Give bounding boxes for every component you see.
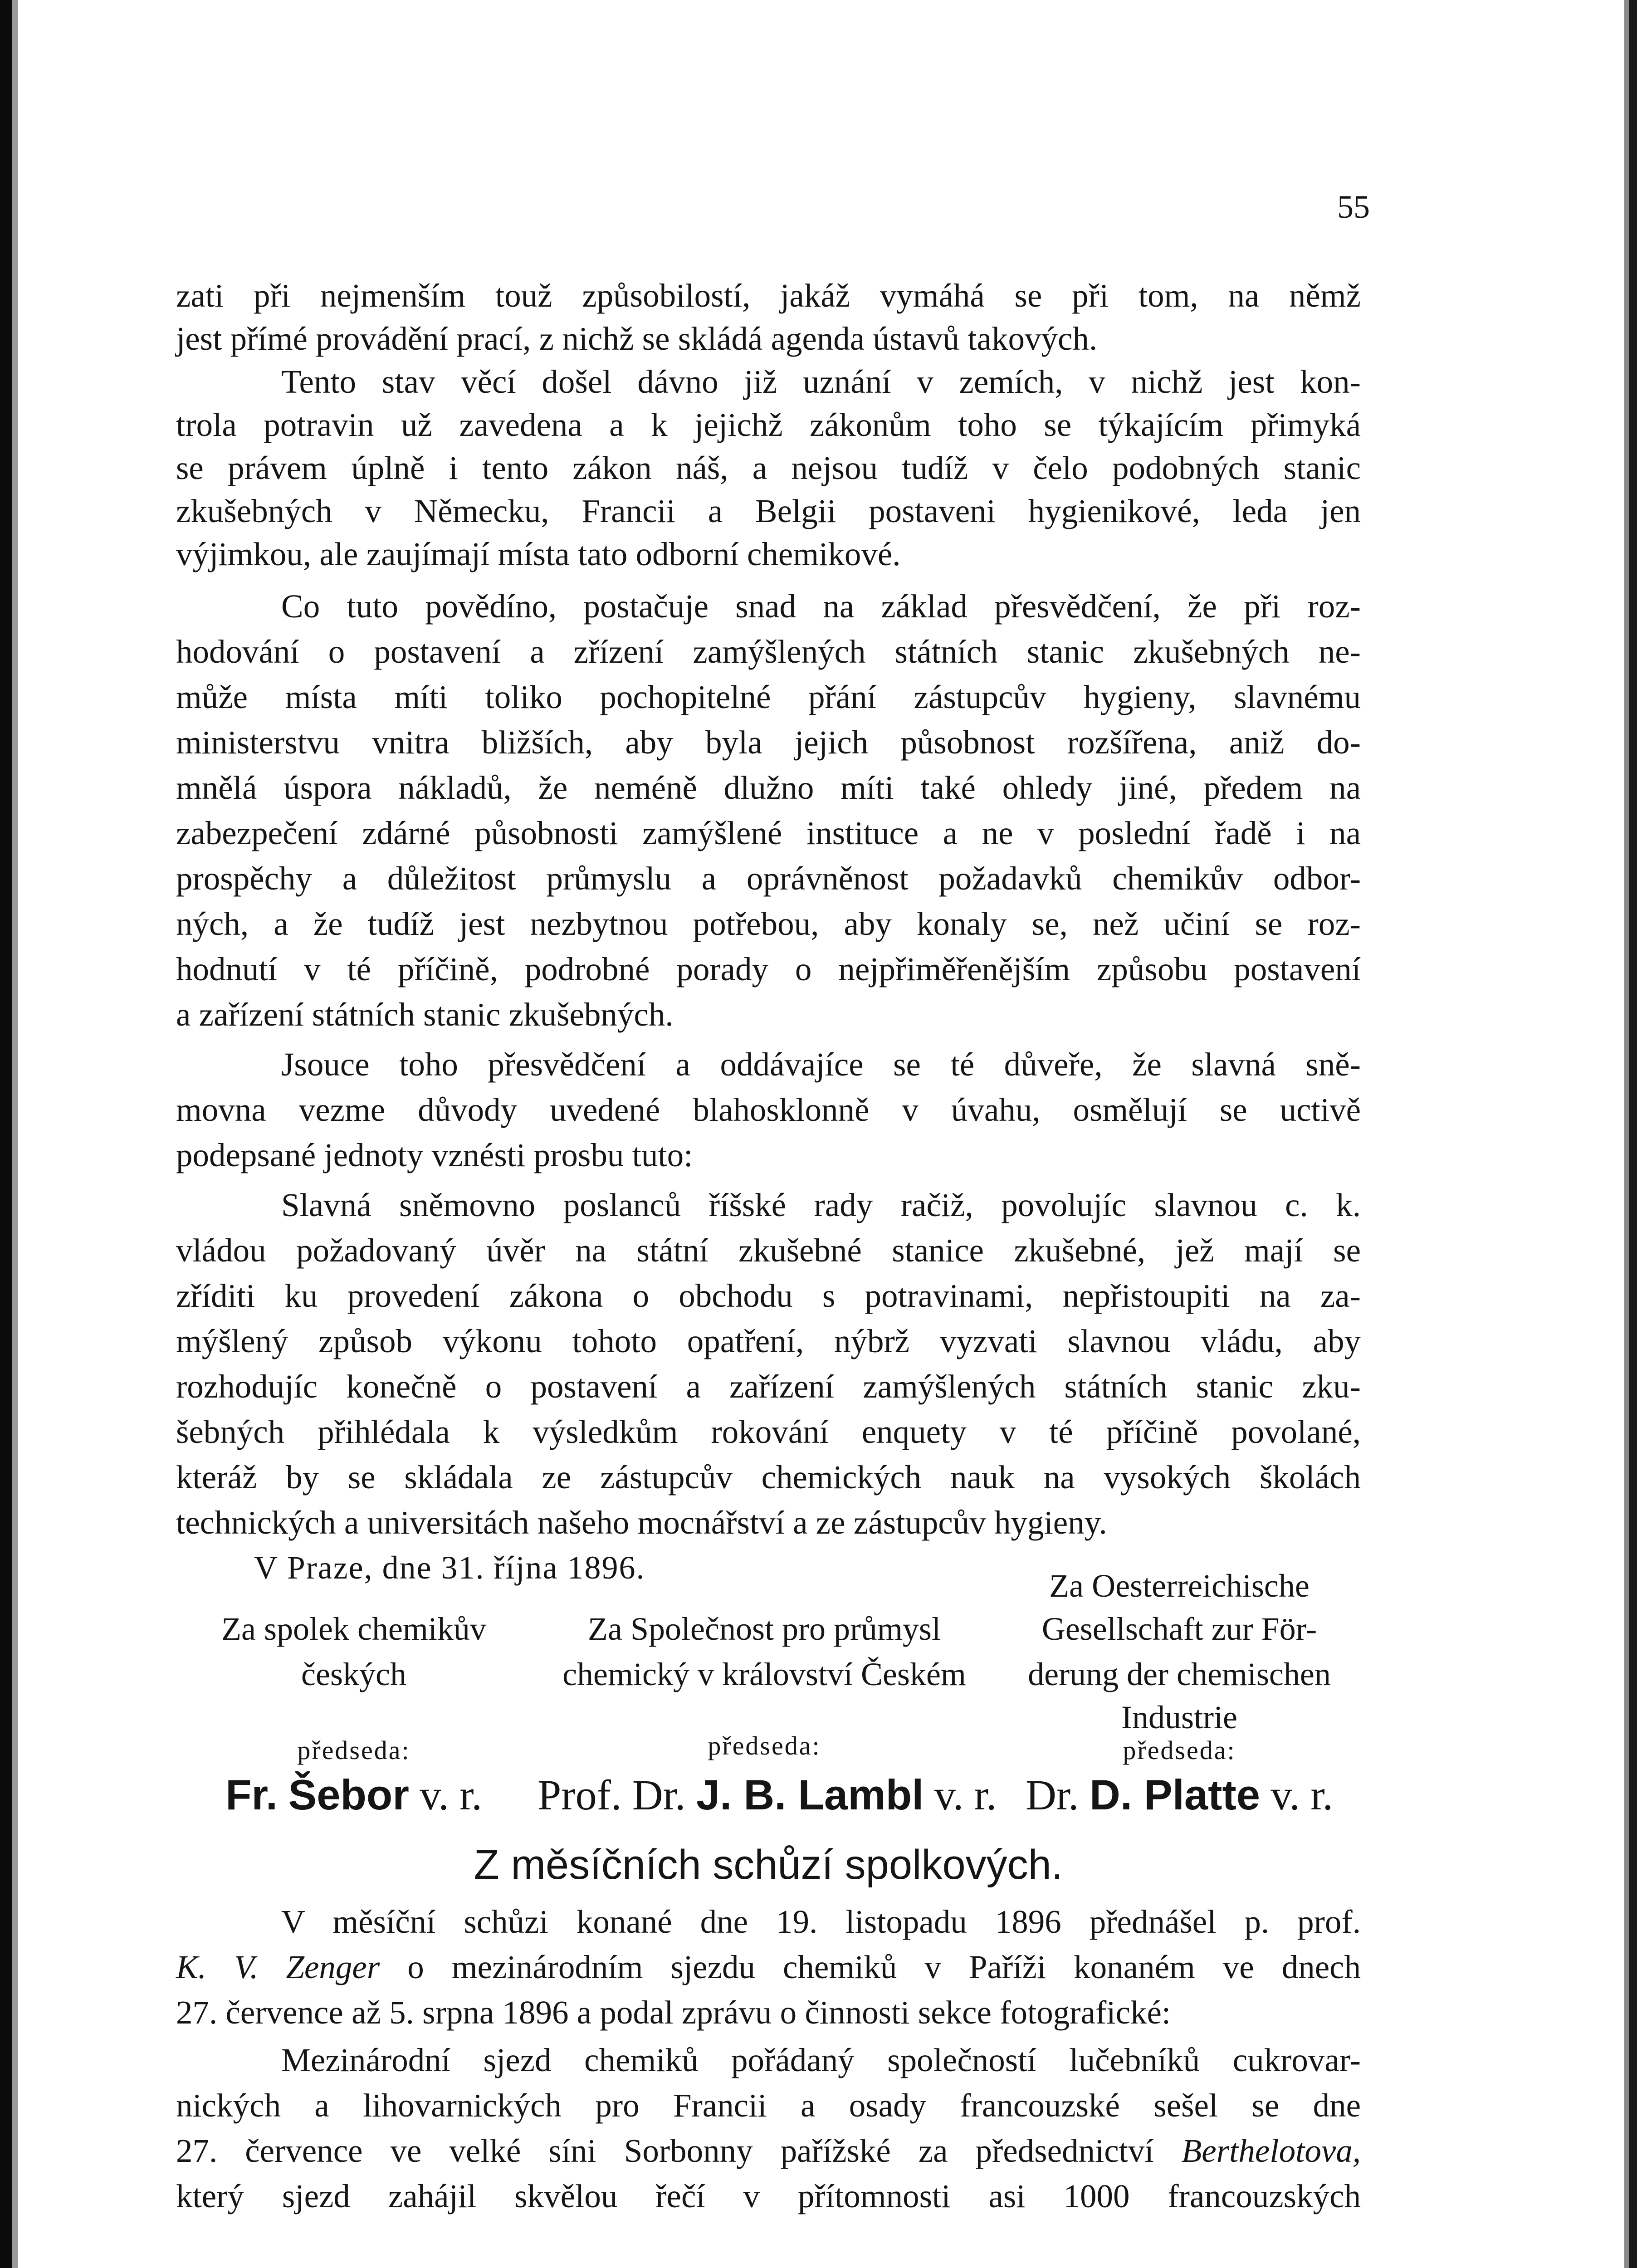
- signatory-suffix: v. r.: [420, 1772, 482, 1819]
- text-line: a zařízení státních stanic zkušebných.: [176, 996, 674, 1033]
- signatory-name-main: D. Platte: [1089, 1771, 1261, 1818]
- signatory-org-line: Industrie: [1121, 1699, 1237, 1735]
- signatory-suffix: v. r.: [934, 1772, 997, 1819]
- text-line: rozhodujíc konečně o postavení a zařízení zamýšlených státních stanic zku-: [176, 1368, 1361, 1405]
- text-line: mýšlený způsob výkonu tohoto opatření, nýbrž vyzvati slavnou vládu, aby: [176, 1323, 1361, 1359]
- page-number: 55: [1337, 189, 1370, 225]
- person-name: K. V. Zenger: [176, 1949, 380, 1985]
- scan-border-right: [1629, 0, 1637, 2268]
- signatory-role: předseda:: [297, 1735, 410, 1765]
- signatory-name: [538, 1771, 997, 1819]
- signatory-role: předseda:: [708, 1731, 821, 1760]
- signatory-name: [998, 1771, 1361, 1819]
- scan-border-left: [0, 0, 12, 2268]
- signatory-name-main: Šebor: [288, 1771, 409, 1818]
- text-line: Mezinárodní sjezd chemiků pořádaný společností lučebníků cukrovar-: [281, 2042, 1361, 2078]
- text-line: 27. července až 5. srpna 1896 a podal zprávu o činnosti sekce fotografické:: [176, 1994, 1171, 2031]
- signatory-name: [177, 1771, 531, 1819]
- text-line: kteráž by se skládala ze zástupcův chemických nauk na vysokých školách: [176, 1459, 1361, 1496]
- text-line: trola potravin už zavedena a k jejichž zákonům toho se týkajícím přimyká: [176, 406, 1361, 443]
- signatory-org-line: českých: [301, 1656, 406, 1692]
- text-line: Tento stav věcí došel dávno již uznání v zemích, v nichž jest kon-: [281, 363, 1361, 400]
- text-line: [176, 2134, 1361, 2167]
- signatory-org-line: chemický v království Českém: [562, 1656, 966, 1692]
- text-line: Co tuto povědíno, postačuje snad na základ přesvědčení, že při roz-: [281, 588, 1361, 625]
- text-line: hodnutí v té příčině, podrobné porady o nejpřiměřenějším způsobu postavení: [176, 951, 1361, 987]
- text-span: 27. července ve velké síni Sorbonny pařížské za předsednictví: [176, 2132, 1154, 2169]
- signatory-role: předseda:: [1123, 1735, 1236, 1765]
- text-line: vládou požadovaný úvěr na státní zkušebné stanice zkušebné, jež mají se: [176, 1232, 1361, 1269]
- text-line: Jsouce toho přesvědčení a oddávajíce se té důveře, že slavná sně-: [281, 1046, 1361, 1083]
- text-line: se právem úplně i tento zákon náš, a nejsou tudíž v čelo podobných stanic: [176, 450, 1361, 486]
- signatory-name-prefix: Prof. Dr.: [538, 1772, 686, 1819]
- text-line: který sjezd zahájil skvělou řečí v přítomnosti asi 1000 francouzských: [176, 2178, 1361, 2214]
- text-span: o mezinárodním sjezdu chemiků v Paříži konaném ve dnech: [407, 1949, 1361, 1985]
- section-heading: Z měsíčních schůzí spolkových.: [474, 1842, 1063, 1888]
- signatory-name-main: J. B. Lambl: [696, 1771, 924, 1818]
- text-line: prospěchy a důležitost průmyslu a oprávněnost požadavků chemikův odbor-: [176, 860, 1361, 897]
- signatory-org-line: derung der chemischen: [1028, 1656, 1331, 1692]
- text-line: Slavná sněmovno poslanců říšské rady račiž, povolujíc slavnou c. k.: [281, 1187, 1361, 1223]
- text-line: může místa míti toliko pochopitelné přání zástupcův hygieny, slavnému: [176, 679, 1361, 715]
- text-line: výjimkou, ale zaujímají místa tato odborní chemikové.: [176, 536, 901, 572]
- text-line: podepsané jednoty vznésti prosbu tuto:: [176, 1137, 693, 1173]
- text-line: V měsíční schůzi konané dne 19. listopadu 1896 přednášel p. prof.: [281, 1903, 1361, 1940]
- scan-shadow-left: [12, 0, 18, 2268]
- text-line: ných, a že tudíž jest nezbytnou potřebou, aby konaly se, než učiní se roz-: [176, 905, 1361, 942]
- scan-shadow-right: [1624, 0, 1629, 2268]
- signatory-org-line: Gesellschaft zur För-: [1041, 1611, 1317, 1647]
- text-line: technických a universitách našeho mocnářství a ze zástupcův hygieny.: [176, 1504, 1107, 1541]
- signatory-org-line: Za Oesterreichische: [1049, 1568, 1310, 1604]
- text-line: zati při nejmenším touž způsobilostí, jakáž vymáhá se při tom, na němž: [176, 277, 1361, 314]
- text-line: mnělá úspora nákladů, že neméně dlužno míti také ohledy jiné, předem na: [176, 769, 1361, 806]
- signatory-suffix: v. r.: [1271, 1772, 1334, 1819]
- text-line: movna vezme důvody uvedené blahosklonně v úvahu, osmělují se uctivě: [176, 1091, 1361, 1128]
- signatory-org-line: Za Společnost pro průmysl: [588, 1611, 941, 1647]
- text-line: nických a lihovarnických pro Francii a osady francouzské sešel se dne: [176, 2087, 1361, 2124]
- signatory-name-prefix: Fr.: [225, 1771, 278, 1818]
- text-line: hodování o postavení a zřízení zamýšlených státních stanic zkušebných ne-: [176, 633, 1361, 670]
- signatory-org-line: Za spolek chemikův: [221, 1611, 486, 1647]
- text-line: zabezpečení zdárné působnosti zamýšlené instituce a ne v poslední řadě i na: [176, 815, 1361, 851]
- text-line: šebných přihlédala k výsledkům rokování enquety v té příčině povolané,: [176, 1413, 1361, 1450]
- text-line: zříditi ku provedení zákona o obchodu s potravinami, nepřistoupiti na za-: [176, 1277, 1361, 1314]
- text-line: [176, 1950, 1361, 1984]
- person-name: Berthelotova,: [1181, 2132, 1361, 2169]
- signatory-name-prefix: Dr.: [1025, 1772, 1079, 1819]
- text-line: ministerstvu vnitra bližších, aby byla jejich působnost rozšířena, aniž do-: [176, 724, 1361, 761]
- date-line: V Praze, dne 31. října 1896.: [254, 1549, 645, 1586]
- text-line: jest přímé provádění prací, z nichž se skládá agenda ústavů takových.: [176, 320, 1098, 357]
- text-line: zkušebných v Německu, Francii a Belgii postaveni hygienikové, leda jen: [176, 493, 1361, 529]
